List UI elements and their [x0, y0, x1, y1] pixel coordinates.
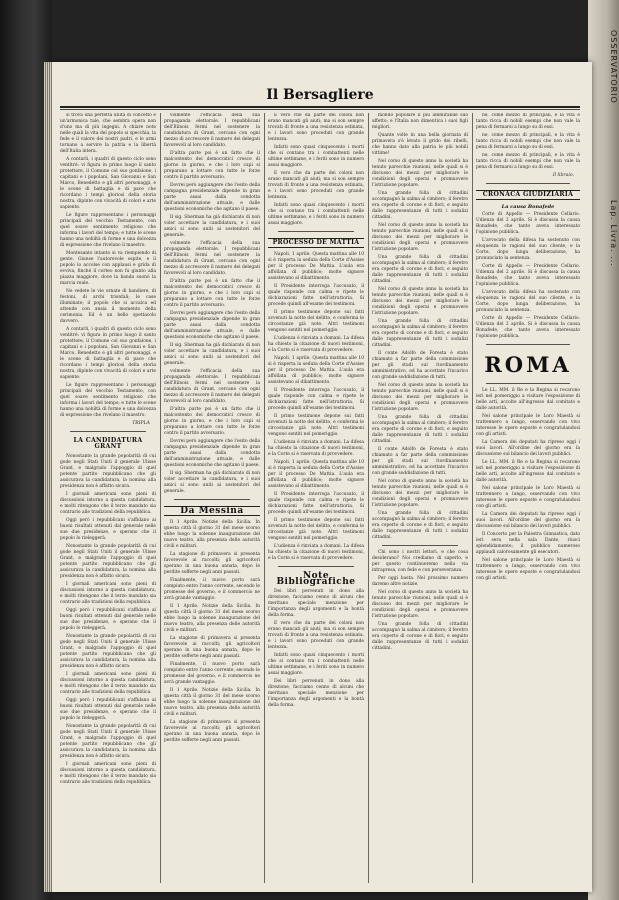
article-paragraph: Dovrei però aggiungere che l'esito della campagna presidenziale dipende in gran parte assai dalla condotta dell'amministrazione attuale, e dalle questioni economiche che agitano il paese.: [164, 439, 260, 468]
article-paragraph: Per oggi basta. Nel prossimo numero daremo altre notizie.: [372, 576, 468, 587]
section-heading-roma: ROMA: [484, 352, 572, 377]
section-heading-processo: PROCESSO DE MATTIA: [268, 238, 364, 248]
column-3: [268, 113, 364, 883]
article-paragraph: Nel corso di questo anno la società ha tenuto parecchie riunioni, nelle quali si è discusso dei mezzi per migliorare le condizioni degli operai e promuovere l'istruzione popolare.: [372, 590, 468, 619]
article-paragraph: Il primo testimone depone sui fatti avvenuti la notte del delitto, e conferma le circostanze già note. Altri testimoni vengono sentiti nel pomeriggio.: [268, 518, 364, 541]
article-paragraph: Le figure rappresentano i personaggi principali del vecchio Testamento, con quel soave sentimento religioso che informa i lavori del tempo; e tutte le scene hanno una nobiltà di forme e una dolcezza di espressione che rivelano il maestro.: [60, 383, 156, 418]
section-subheading-cronaca: La causa Bonafede: [501, 204, 555, 210]
masthead-rule: [60, 106, 580, 108]
edge-text-top: OSSERVATORIO: [609, 30, 618, 104]
article-paragraph: Oggi però i repubblicani s'affidano ai buoni risultati ottenuti dal generale nelle sue due presidenze, e sperano che il popolo lo rieleggerà.: [60, 608, 156, 631]
article-paragraph: Una grande folla di cittadini accompagnò la salma al cimitero; il feretro era coperto di corone e di fiori, e seguito dalle rappresentanze di tutti i sodalizi cittadini.: [372, 191, 468, 220]
article-paragraph: L'udienza è rinviata a domani. La difesa ha chiesto la citazione di nuovi testimoni, e la Corte si è riservata di provvedere.: [268, 544, 364, 561]
column-1: [60, 113, 156, 883]
article-paragraph: Nel corso di questo anno la società ha tenuto parecchie riunioni, nelle quali si è discusso dei mezzi per migliorare le condizioni degli operai e promuovere l'istruzione popolare.: [372, 223, 468, 252]
masthead-title: Il Bersagliere: [266, 87, 374, 103]
article-paragraph: Il conte Adolfo de Foresta è stato chiamato a far parte della commissione per gli studi sul riordinamento amministrativo, ed ha accettato l'incarico con grande soddisfazione di tutti.: [372, 447, 468, 476]
article-paragraph: Finalmente, il nuovo porto sarà compiuto entro l'anno corrente, secondo le promesse del governo, e il commercio ne avrà grande vantaggio.: [164, 578, 260, 601]
article-paragraph: Quante volte in una bella giornata di primavera s'è levato il grido dei ribelli, che hanno dato alla patria le più nobili vittime!: [372, 133, 468, 156]
article-paragraph: Infatti sono quasi cinquecento i morti che si contano tra i combattenti nelle ultime settimane, e i feriti sono in numero assai maggiore.: [268, 203, 364, 226]
article-paragraph: Il sig. Sherman ha già dichiarato di non voler accettare la candidatura, e i suoi amici si sono uniti ai sostenitori del generale.: [164, 215, 260, 238]
article-paragraph: Nonostante la grande popolarità di cui gode negli Stati Uniti il generale Ulisse Grant, e malgrado l'appoggio di quel potente partito repubblicano che gli assicurava la candidatura, la nomina alla presidenza non è affatto sicura.: [60, 544, 156, 579]
article-paragraph: Nonostante la grande popolarità di cui gode negli Stati Uniti il generale Ulisse Grant, e malgrado l'appoggio di quel potente partito repubblicano che gli assicurava la candidatura, la nomina alla presidenza non è affatto sicura.: [60, 634, 156, 669]
article-paragraph: D'altra parte poi è un fatto che il malcontento dei democratici cresce di giorno in giorno, e che i loro capi si preparano a lottare con tutte le forze contro il partito avversario.: [164, 279, 260, 308]
article-paragraph: ne, come mezzo di principali, e la vita è tanto ricca di nobili esempi che non vale la pena di fermarsi a lungo su di essi.: [476, 153, 580, 170]
article-paragraph: Il sig. Sherman ha già dichiarato di non voler accettare la candidatura, e i suoi amici si sono uniti ai sostenitori del generale.: [164, 471, 260, 494]
article-paragraph: Il Presidente interroga l'accusato, il quale risponde con calma e ripete le dichiarazioni fatte nell'istruttoria. Si procede quindi all'esame dei testimoni.: [268, 284, 364, 307]
article-paragraph: Infatti sono quasi cinquecento i morti che si contano tra i combattenti nelle ultime settimane, e i feriti sono in numero assai maggiore.: [268, 653, 364, 676]
article-paragraph: Le LL. MM. il Re e la Regina si recarono ieri nel pomeriggio a visitare l'esposizione di belle arti, accolte all'ingresso dal comitato e dalle autorità.: [476, 388, 580, 411]
article-paragraph: L'avvocato della difesa ha sostenuto con eloquenza le ragioni del suo cliente, e la Corte, dopo lunga deliberazione, ha pronunciato la sentenza.: [476, 290, 580, 313]
column-5: [476, 113, 580, 883]
article-paragraph: I giornali americani sono pieni di discussioni intorno a questa candidatura, e molti ritengono che il terzo mandato sia contrario alle tradizioni della repubblica.: [60, 762, 156, 785]
article-paragraph: mondo popolare il più ammirabile suo affetto; e l'Italia non dimentica i suoi figli migliori.: [372, 113, 468, 130]
section-rule: [278, 231, 354, 232]
article-paragraph: La Camera dei deputati ha ripreso oggi i suoi lavori. All'ordine del giorno era la discussione sul bilancio dei lavori pubblici.: [476, 512, 580, 529]
article-paragraph: ne, come mezzo di principali, e la vita è tanto ricca di nobili esempi che non vale la pena di fermarsi a lungo su di essi.: [476, 133, 580, 150]
article-paragraph: I giornali americani sono pieni di discussioni intorno a questa candidatura, e molti ritengono che il terzo mandato sia contrario alle tradizioni della repubblica.: [60, 582, 156, 605]
article-paragraph: D'altra parte poi è un fatto che il malcontento dei democratici cresce di giorno in giorno, e che i loro capi si preparano a lottare con tutte le forze contro il partito avversario.: [164, 407, 260, 436]
section-heading-candidatura: LA CANDIDATURA GRANT: [73, 437, 143, 450]
next-page-edge: [588, 0, 619, 900]
article-paragraph: Nel salone principale le Loro Maestà si trattennero a lungo, osservando con vivo interesse le opere esposte e congratulandosi con gli artisti.: [476, 558, 580, 581]
article-paragraph: Oggi però i repubblicani s'affidano ai buoni risultati ottenuti dal generale nelle sue due presidenze, e sperano che il popolo lo rieleggerà.: [60, 518, 156, 541]
article-paragraph: volmente l'efficacia della sua propaganda elettorale. I repubblicani dell'Illinois fermi nel sostenere la candidatura di Grant, cercano con ogni mezzo di accrescere il numero dei delegati favorevoli al loro candidato.: [164, 241, 260, 276]
article-paragraph: Dovrei però aggiungere che l'esito della campagna presidenziale dipende in gran parte assai dalla condotta dell'amministrazione attuale, e dalle questioni economiche che agitano il paese.: [164, 183, 260, 212]
article-paragraph: Il primo testimone depone sui fatti avvenuti la notte del delitto, e conferma le circostanze già note. Altri testimoni vengono sentiti nel pomeriggio.: [268, 310, 364, 333]
article-paragraph: L'udienza è rinviata a domani. La difesa ha chiesto la citazione di nuovi testimoni, e la Corte si è riservata di provvedere.: [268, 336, 364, 353]
section-rule: [486, 183, 570, 184]
column-divider: [472, 113, 473, 883]
article-paragraph: si trova una perfetta unità di concetto e un'armonica tale, che sembra opera non d'uno ma di più ingegni. A chiare note nelle quali la vita del popolo si specchia, la fede e il valore dei nostri padri, e le armi tornano a servire la patria e la libertà dell'Italia intera.: [60, 113, 156, 154]
article-paragraph: Il Concerto per la Palestra Ginnastica, dato ieri sera nella sala Dante, riuscì splendidamente; il pubblico numeroso applaudì calorosamente gli esecutori.: [476, 532, 580, 555]
article-signature: Il libraio.: [552, 173, 574, 178]
article-paragraph: Una grande folla di cittadini accompagnò la salma al cimitero; il feretro era coperto di corone e di fiori, e seguito dalle rappresentanze di tutti i sodalizi cittadini.: [372, 255, 468, 284]
article-paragraph: Le LL. MM. il Re e la Regina si recarono ieri nel pomeriggio a visitare l'esposizione di belle arti, accolte all'ingresso dal comitato e dalle autorità.: [476, 460, 580, 483]
article-paragraph: Corte di Appello — Presidente Cellario. Udienza del 2 aprile. Si è discussa la causa Bonafede, che tanto aveva interessato l'opinione pubblica.: [476, 316, 580, 339]
article-paragraph: E vero che da parte dei coloni non erano mancati gli aiuti; ma si son sempre trovati di fronte a una resistenza ostinata, e i lavori sono proceduti con grande lentezza.: [268, 621, 364, 650]
article-paragraph: La stagione di primavera si presenta favorevole ai raccolti; gli agricoltori sperano in una buona annata, dopo le perdite sofferte negli anni passati.: [164, 636, 260, 659]
section-rule: [486, 383, 570, 384]
column-divider: [368, 113, 369, 883]
article-paragraph: Nel corso di questo anno la società ha tenuto parecchie riunioni, nelle quali si è discusso dei mezzi per migliorare le condizioni degli operai e promuovere l'istruzione popolare.: [372, 479, 468, 508]
article-paragraph: E vero che da parte dei coloni non erano mancati gli aiuti; ma si son sempre trovati di fronte a una resistenza ostinata, e i lavori sono proceduti con grande lentezza.: [268, 113, 364, 142]
column-4: [372, 113, 468, 883]
article-paragraph: volmente l'efficacia della sua propaganda elettorale. I repubblicani dell'Illinois fermi nel sostenere la candidatura di Grant, cercano con ogni mezzo di accrescere il numero dei delegati favorevoli al loro candidato.: [164, 369, 260, 404]
article-paragraph: I giornali americani sono pieni di discussioni intorno a questa candidatura, e molti ritengono che il terzo mandato sia contrario alle tradizioni della repubblica.: [60, 672, 156, 695]
article-paragraph: Nel salone principale le Loro Maestà si trattennero a lungo, osservando con vivo interesse le opere esposte e congratulandosi con gli artisti.: [476, 414, 580, 437]
article-signature: TRIPLA: [132, 421, 150, 426]
article-paragraph: Oggi però i repubblicani s'affidano ai buoni risultati ottenuti dal generale nelle sue due presidenze, e sperano che il popolo lo rieleggerà.: [60, 698, 156, 721]
article-paragraph: Napoli, 1 aprile. Questa mattina alle 10 si è riaperta la seduta della Corte d'Assise per il processo De Mattia. L'aula era affollata di pubblico; molte signore assistevano al dibattimento.: [268, 252, 364, 281]
section-rule: [278, 566, 354, 567]
article-paragraph: Il 1 Aprile. Notizie della Sicilia. In questa città il giorno 31 del mese scorso ebbe luogo la solenne inaugurazione del nuovo teatro, alla presenza delle autorità civili e militari.: [164, 688, 260, 717]
article-paragraph: Una grande folla di cittadini accompagnò la salma al cimitero; il feretro era coperto di corone e di fiori, e seguito dalle rappresentanze di tutti i sodalizi cittadini.: [372, 622, 468, 651]
section-rule: [486, 344, 570, 345]
article-paragraph: Nonostante la grande popolarità di cui gode negli Stati Uniti il generale Ulisse Grant, e malgrado l'appoggio di quel potente partito repubblicano che gli assicurava la candidatura, la nomina alla presidenza non è affatto sicura.: [60, 454, 156, 489]
article-paragraph: Dei libri pervenuti in dono alla direzione, facciamo cenno di alcuni che meritano speciale menzione per l'importanza degli argomenti e la bontà della forma.: [268, 589, 364, 618]
section-heading-cronaca: CRONACA GIUDIZIARIA: [476, 190, 580, 200]
article-paragraph: Il Presidente interroga l'accusato, il quale risponde con calma e ripete le dichiarazioni fatte nell'istruttoria. Si procede quindi all'esame dei testimoni.: [268, 492, 364, 515]
section-rule: [382, 545, 458, 546]
article-paragraph: Il primo testimone depone sui fatti avvenuti la notte del delitto, e conferma le circostanze già note. Altri testimoni vengono sentiti nel pomeriggio.: [268, 414, 364, 437]
article-paragraph: Nel salone principale le Loro Maestà si trattennero a lungo, osservando con vivo interesse le opere esposte e congratulandosi con gli artisti.: [476, 486, 580, 509]
article-paragraph: Corte di Appello — Presidente Cellario. Udienza del 2 aprile. Si è discussa la causa Bonafede, che tanto aveva interessato l'opinione pubblica.: [476, 264, 580, 287]
article-paragraph: Una grande folla di cittadini accompagnò la salma al cimitero; il feretro era coperto di corone e di fiori, e seguito dalle rappresentanze di tutti i sodalizi cittadini.: [372, 415, 468, 444]
article-paragraph: Nonostante la grande popolarità di cui gode negli Stati Uniti il generale Ulisse Grant, e malgrado l'appoggio di quel potente partito repubblicano che gli assicurava la candidatura, la nomina alla presidenza non è affatto sicura.: [60, 724, 156, 759]
edge-text-mid: Lap. Livra. ...: [609, 200, 618, 267]
article-paragraph: Dovrei però aggiungere che l'esito della campagna presidenziale dipende in gran parte assai dalla condotta dell'amministrazione attuale, e dalle questioni economiche che agitano il paese.: [164, 311, 260, 340]
article-paragraph: La Camera dei deputati ha ripreso oggi i suoi lavori. All'ordine del giorno era la discussione sul bilancio dei lavori pubblici.: [476, 440, 580, 457]
article-paragraph: Il sig. Sherman ha già dichiarato di non voler accettare la candidatura, e i suoi amici si sono uniti ai sostenitori del generale.: [164, 343, 260, 366]
article-paragraph: L'avvocato della difesa ha sostenuto con eloquenza le ragioni del suo cliente, e la Corte, dopo lunga deliberazione, ha pronunciato la sentenza.: [476, 238, 580, 261]
column-divider: [160, 113, 161, 883]
article-paragraph: Il 1 Aprile. Notizie della Sicilia. In questa città il giorno 31 del mese scorso ebbe luogo la solenne inaugurazione del nuovo teatro, alla presenza delle autorità civili e militari.: [164, 520, 260, 549]
column-divider: [264, 113, 265, 883]
article-paragraph: Il conte Adolfo de Foresta è stato chiamato a far parte della commissione per gli studi sul riordinamento amministrativo, ed ha accettato l'incarico con grande soddisfazione di tutti.: [372, 351, 468, 380]
article-paragraph: Il Presidente interroga l'accusato, il quale risponde con calma e ripete le dichiarazioni fatte nell'istruttoria. Si procede quindi all'esame dei testimoni.: [268, 388, 364, 411]
section-rule: [174, 499, 250, 500]
article-paragraph: Ne vedete le vie ornate di bandiere, di festoni, di archi trionfali; le case illuminate; il popolo che si accalca ed attende con ansia il momento della cerimonia. Ed è un bello spettacolo davvero.: [60, 289, 156, 324]
article-paragraph: L'udienza è rinviata a domani. La difesa ha chiesto la citazione di nuovi testimoni, e la Corte si è riservata di provvedere.: [268, 440, 364, 457]
section-heading-messina: Da Messina: [164, 506, 260, 516]
article-paragraph: ne, come mezzo di principali, e la vita è tanto ricca di nobili esempi che non vale la pena di fermarsi a lungo su di essi.: [476, 113, 580, 130]
article-paragraph: Finalmente, il nuovo porto sarà compiuto entro l'anno corrente, secondo le promesse del governo, e il commercio ne avrà grande vantaggio.: [164, 662, 260, 685]
article-paragraph: A contarli, i quadri di questo ciclo sono ventitré: vi figura in primo luogo il santo protettore, il Comune col suo gonfalone, i capitani e i popolani, San Giovanni e San Marco, Benedetto e gli altri personaggi, e le scene di battaglia e di pace che ricordano i tempi gloriosi della storia nostra, dipinte con vivacità di colori e arte sapiente.: [60, 327, 156, 380]
article-paragraph: Chi sono i nostri lettori, e che cosa desiderano? Noi crediamo di saperlo, e per questo continueremo nella via intrapresa, con fede e con perseveranza.: [372, 550, 468, 573]
article-paragraph: Dei libri pervenuti in dono alla direzione, facciamo cenno di alcuni che meritano speciale menzione per l'importanza degli argomenti e la bontà della forma.: [268, 679, 364, 708]
article-paragraph: Nel corso di questo anno la società ha tenuto parecchie riunioni, nelle quali si è discusso dei mezzi per migliorare le condizioni degli operai e promuovere l'istruzione popolare.: [372, 159, 468, 188]
article-paragraph: Il 1 Aprile. Notizie della Sicilia. In questa città il giorno 31 del mese scorso ebbe luogo la solenne inaugurazione del nuovo teatro, alla presenza delle autorità civili e militari.: [164, 604, 260, 633]
article-paragraph: A contarli, i quadri di questo ciclo sono ventitré: vi figura in primo luogo il santo protettore, il Comune col suo gonfalone, i capitani e i popolani, San Giovanni e San Marco, Benedetto e gli altri personaggi, e le scene di battaglia e di pace che ricordano i tempi gloriosi della storia nostra, dipinte con vivacità di colori e arte sapiente.: [60, 157, 156, 210]
article-paragraph: Infatti sono quasi cinquecento i morti che si contano tra i combattenti nelle ultime settimane, e i feriti sono in numero assai maggiore.: [268, 145, 364, 168]
article-paragraph: D'altra parte poi è un fatto che il malcontento dei democratici cresce di giorno in giorno, e che i loro capi si preparano a lottare con tutte le forze contro il partito avversario.: [164, 151, 260, 180]
article-paragraph: Corte di Appello — Presidente Cellario. Udienza del 2 aprile. Si è discussa la causa Bonafede, che tanto aveva interessato l'opinione pubblica.: [476, 212, 580, 235]
article-paragraph: La stagione di primavera si presenta favorevole ai raccolti; gli agricoltori sperano in una buona annata, dopo le perdite sofferte negli anni passati.: [164, 720, 260, 743]
section-rule: [70, 431, 146, 432]
article-paragraph: Nel corso di questo anno la società ha tenuto parecchie riunioni, nelle quali si è discusso dei mezzi per migliorare le condizioni degli operai e promuovere l'istruzione popolare.: [372, 383, 468, 412]
article-paragraph: Una grande folla di cittadini accompagnò la salma al cimitero; il feretro era coperto di corone e di fiori, e seguito dalle rappresentanze di tutti i sodalizi cittadini.: [372, 319, 468, 348]
article-paragraph: Napoli, 1 aprile. Questa mattina alle 10 si è riaperta la seduta della Corte d'Assise per il processo De Mattia. L'aula era affollata di pubblico; molte signore assistevano al dibattimento.: [268, 460, 364, 489]
article-paragraph: Montesanto intanto si va riempiendo di gente. Giunse l'autorevole ospite, e il popolo lo accolse con applausi e grida di evviva, finché il corteo non fu giunto alla piazza maggiore, dove la banda suonò la marcia reale.: [60, 251, 156, 286]
article-paragraph: Nel corso di questo anno la società ha tenuto parecchie riunioni, nelle quali si è discusso dei mezzi per migliorare le condizioni degli operai e promuovere l'istruzione popolare.: [372, 287, 468, 316]
article-paragraph: Una grande folla di cittadini accompagnò la salma al cimitero; il feretro era coperto di corone e di fiori, e seguito dalle rappresentanze di tutti i sodalizi cittadini.: [372, 511, 468, 540]
masthead-rule-thin: [60, 109, 580, 110]
section-heading-note: Note Bibliografiche: [276, 571, 356, 587]
article-paragraph: Le figure rappresentano i personaggi principali del vecchio Testamento, con quel soave sentimento religioso che informa i lavori del tempo; e tutte le scene hanno una nobiltà di forme e una dolcezza di espressione che rivelano il maestro.: [60, 213, 156, 248]
article-paragraph: La stagione di primavera si presenta favorevole ai raccolti; gli agricoltori sperano in una buona annata, dopo le perdite sofferte negli anni passati.: [164, 552, 260, 575]
article-paragraph: Napoli, 1 aprile. Questa mattina alle 10 si è riaperta la seduta della Corte d'Assise per il processo De Mattia. L'aula era affollata di pubblico; molte signore assistevano al dibattimento.: [268, 356, 364, 385]
article-paragraph: I giornali americani sono pieni di discussioni intorno a questa candidatura, e molti ritengono che il terzo mandato sia contrario alle tradizioni della repubblica.: [60, 492, 156, 515]
column-2: [164, 113, 260, 883]
article-paragraph: volmente l'efficacia della sua propaganda elettorale. I repubblicani dell'Illinois fermi nel sostenere la candidatura di Grant, cercano con ogni mezzo di accrescere il numero dei delegati favorevoli al loro candidato.: [164, 113, 260, 148]
article-paragraph: E vero che da parte dei coloni non erano mancati gli aiuti; ma si son sempre trovati di fronte a una resistenza ostinata, e i lavori sono proceduti con grande lentezza.: [268, 171, 364, 200]
